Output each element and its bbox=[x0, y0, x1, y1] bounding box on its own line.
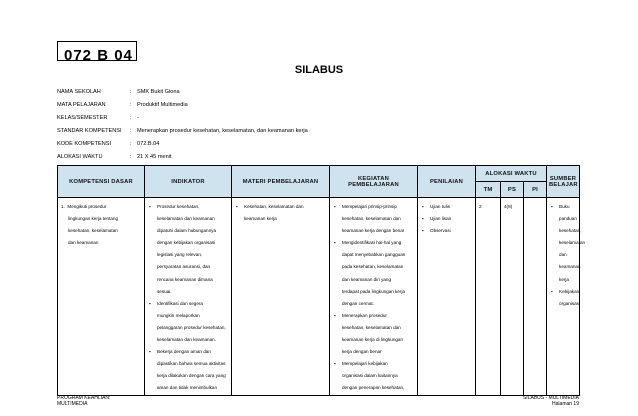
indikator-line: ▪ Bekerja dengan aman dan bbox=[157, 349, 211, 355]
meta-value: Produktif Multimedia bbox=[137, 102, 188, 108]
materi-list bbox=[235, 201, 327, 225]
meta-sep: : bbox=[130, 115, 132, 121]
meta-sep: : bbox=[130, 102, 132, 108]
meta-sep: : bbox=[130, 89, 132, 95]
cell-ps: 4(8) bbox=[501, 198, 524, 396]
footer-program-label: PROGRAM KEAHLIAN: bbox=[57, 395, 111, 401]
kegiatan-line: organisasi dalam kaitannya bbox=[342, 373, 398, 379]
header-indikator: INDIKATOR bbox=[145, 166, 232, 198]
indikator-line: sesuai. bbox=[157, 288, 172, 294]
footer-doc-title: SILABUS - MULTIMEDIA bbox=[522, 395, 579, 401]
kegiatan-line: dengan penerapan kesehatan, bbox=[342, 385, 405, 391]
kegiatan-line: dan keamanan diri yang bbox=[342, 276, 392, 282]
kegiatan-line: kesehatan, keselamatan dan bbox=[342, 216, 401, 222]
cell-penilaian bbox=[418, 198, 476, 396]
sumber-line: kesehatan, bbox=[559, 228, 582, 234]
cell-sumber bbox=[547, 198, 586, 396]
indikator-line: dipastikan bahwa semua aktivitas bbox=[157, 361, 226, 367]
materi-line: keamanan kerja bbox=[244, 216, 277, 222]
footer-right bbox=[523, 395, 579, 407]
penilaian-list bbox=[421, 201, 473, 237]
meta-row bbox=[57, 151, 308, 164]
competency-code-box bbox=[57, 41, 137, 61]
indikator-line: keselamatan dan keamanan bbox=[157, 216, 215, 222]
meta-key: NAMA SEKOLAH bbox=[57, 89, 101, 95]
indikator-line: kerja dilakukan dengan cara yang bbox=[157, 373, 226, 379]
table-row bbox=[58, 198, 580, 396]
meta-value: Menerapkan prosedur kesehatan, keselamatan, dan keamanan kerja bbox=[137, 128, 308, 134]
header-alokasi: ALOKASI WAKTU bbox=[476, 166, 547, 182]
header-kd: KOMPETENSI DASAR bbox=[58, 166, 145, 198]
meta-value: 072.B.04 bbox=[137, 141, 160, 147]
list-item bbox=[157, 298, 229, 346]
list-item: ▪ Ujian tulis bbox=[430, 201, 473, 213]
header-kegiatan-line2: PEMBELAJARAN bbox=[348, 181, 399, 188]
meta-key: ALOKASI WAKTU bbox=[57, 154, 103, 160]
kd-line: dan keamanan bbox=[68, 240, 99, 246]
list-item bbox=[244, 201, 327, 225]
meta-row bbox=[57, 112, 308, 125]
footer-page-number: Halaman 19 bbox=[552, 401, 579, 407]
sumber-line: organisasi bbox=[559, 300, 580, 306]
meta-value: 21 X 45 menit bbox=[137, 154, 172, 160]
meta-row bbox=[57, 125, 308, 138]
sumber-line: kerja bbox=[559, 276, 569, 282]
kegiatan-line: ▪ Menerapkan prosedur bbox=[342, 312, 387, 318]
indikator-line: mungkin melaporkan bbox=[157, 312, 200, 318]
kegiatan-line: terdapat pada lingkungan kerja bbox=[342, 288, 406, 294]
list-item bbox=[559, 286, 580, 310]
header-pi: PI bbox=[524, 182, 547, 198]
header-penilaian: PENILAIAN bbox=[418, 166, 476, 198]
cell-materi bbox=[232, 198, 330, 396]
indikator-line: rencana keamanan dimana bbox=[157, 276, 213, 282]
header-sumber-line1: SUMBER bbox=[549, 175, 577, 182]
list-item: ▪ Observasi bbox=[430, 225, 473, 237]
indikator-list bbox=[148, 201, 229, 395]
cell-kd bbox=[58, 198, 145, 396]
indikator-line: dengan kebijakan organisasi bbox=[157, 240, 216, 246]
meta-key: KELAS/SEMESTER bbox=[57, 115, 108, 121]
indikator-line: aman dan tidak menimbulkan bbox=[157, 385, 218, 391]
sumber-line: keselamatan bbox=[559, 240, 586, 246]
header-kegiatan-line1: KEGIATAN bbox=[357, 175, 389, 182]
header-kegiatan bbox=[330, 166, 418, 198]
list-item: ▪ Ujian lisan bbox=[430, 213, 473, 225]
meta-key: KODE KOMPETENSI bbox=[57, 141, 112, 147]
kegiatan-line: ▪ Mengidentifikasi hal-hal yang bbox=[342, 240, 402, 246]
indikator-line: ▪ Prosedur kesehatan, bbox=[157, 204, 200, 209]
sumber-line: ▪ Kebijakan bbox=[559, 288, 580, 294]
meta-sep: : bbox=[130, 154, 132, 160]
kegiatan-line: pada kesehatan, keselamatan bbox=[342, 264, 404, 270]
footer-program-value: MULTIMEDIA bbox=[57, 401, 88, 407]
indikator-line: dipatuhi dalam hubungannya bbox=[157, 228, 217, 234]
kegiatan-line: kesehatan, keselamatan dan bbox=[342, 324, 401, 330]
meta-info bbox=[57, 86, 308, 164]
kd-text: Mengikuti prosedur bbox=[67, 204, 107, 209]
list-item bbox=[342, 201, 415, 237]
indikator-line: pelanggaran prosedur kesehatan, bbox=[157, 324, 226, 330]
meta-key: MATA PELAJARAN bbox=[57, 102, 106, 108]
meta-row bbox=[57, 138, 308, 151]
indikator-line: legislasi yang relevan, bbox=[157, 252, 203, 258]
kd-line bbox=[61, 201, 142, 213]
indikator-line: ▪ Identifikasi dan segera bbox=[157, 300, 203, 306]
list-item bbox=[342, 310, 415, 358]
page-title: SILABUS bbox=[294, 64, 344, 76]
header-ps: PS bbox=[501, 182, 524, 198]
kd-line: lingkungan kerja tentang bbox=[68, 216, 119, 222]
list-item bbox=[342, 237, 415, 310]
list-item bbox=[342, 358, 415, 394]
kegiatan-line: keamanan kerja di lingkungan bbox=[342, 337, 404, 343]
meta-sep: : bbox=[130, 128, 132, 134]
header-materi: MATERI PEMBELAJARAN bbox=[232, 166, 330, 198]
syllabus-table bbox=[57, 165, 586, 396]
indikator-line: persyaratan asuransi, dan bbox=[157, 264, 211, 270]
kegiatan-line: keamanan kerja dengan benar bbox=[342, 228, 405, 234]
meta-row bbox=[57, 99, 308, 112]
cell-indikator bbox=[145, 198, 232, 396]
meta-key: STANDAR KOMPETENSI bbox=[57, 128, 122, 134]
kd-line: kesehatan, keselamatan bbox=[68, 228, 118, 234]
meta-sep: : bbox=[130, 141, 132, 147]
header-sumber-line2: BELAJAR bbox=[549, 181, 578, 188]
cell-tm: 2 bbox=[476, 198, 501, 396]
list-item bbox=[559, 201, 586, 286]
kegiatan-line: ▪ Mempelajari kebijakan bbox=[342, 361, 388, 367]
sumber-line: ▪ Buku panduan bbox=[559, 204, 577, 222]
kegiatan-line: dengan cermat. bbox=[342, 300, 374, 306]
header-row bbox=[58, 166, 580, 182]
header-sumber bbox=[547, 166, 580, 198]
list-item bbox=[157, 201, 229, 298]
meta-value: - bbox=[137, 115, 139, 121]
kegiatan-line: ▪ Mempelajari prinsip-prinsip bbox=[342, 204, 397, 209]
meta-value: SMK Bukit Giona bbox=[137, 89, 180, 95]
kegiatan-line: dapat menyebabkan gangguan bbox=[342, 252, 406, 258]
kegiatan-line: kerja dengan benar bbox=[342, 349, 382, 355]
list-item bbox=[157, 346, 229, 394]
code-box-text: 072 B 04 bbox=[64, 47, 133, 61]
kegiatan-list bbox=[333, 201, 415, 395]
cell-pi bbox=[524, 198, 547, 396]
materi-line: ▪ Kesehatan, keselamatan dan bbox=[244, 204, 304, 209]
cell-kegiatan bbox=[330, 198, 418, 396]
sumber-list bbox=[550, 201, 586, 310]
row-number: 1. bbox=[61, 204, 65, 209]
footer-left bbox=[57, 395, 110, 407]
sumber-line: dan keamanan bbox=[559, 252, 581, 270]
indikator-line: keselamatan dan keamanan. bbox=[157, 337, 216, 343]
header-tm: TM bbox=[476, 182, 501, 198]
meta-row bbox=[57, 86, 308, 99]
